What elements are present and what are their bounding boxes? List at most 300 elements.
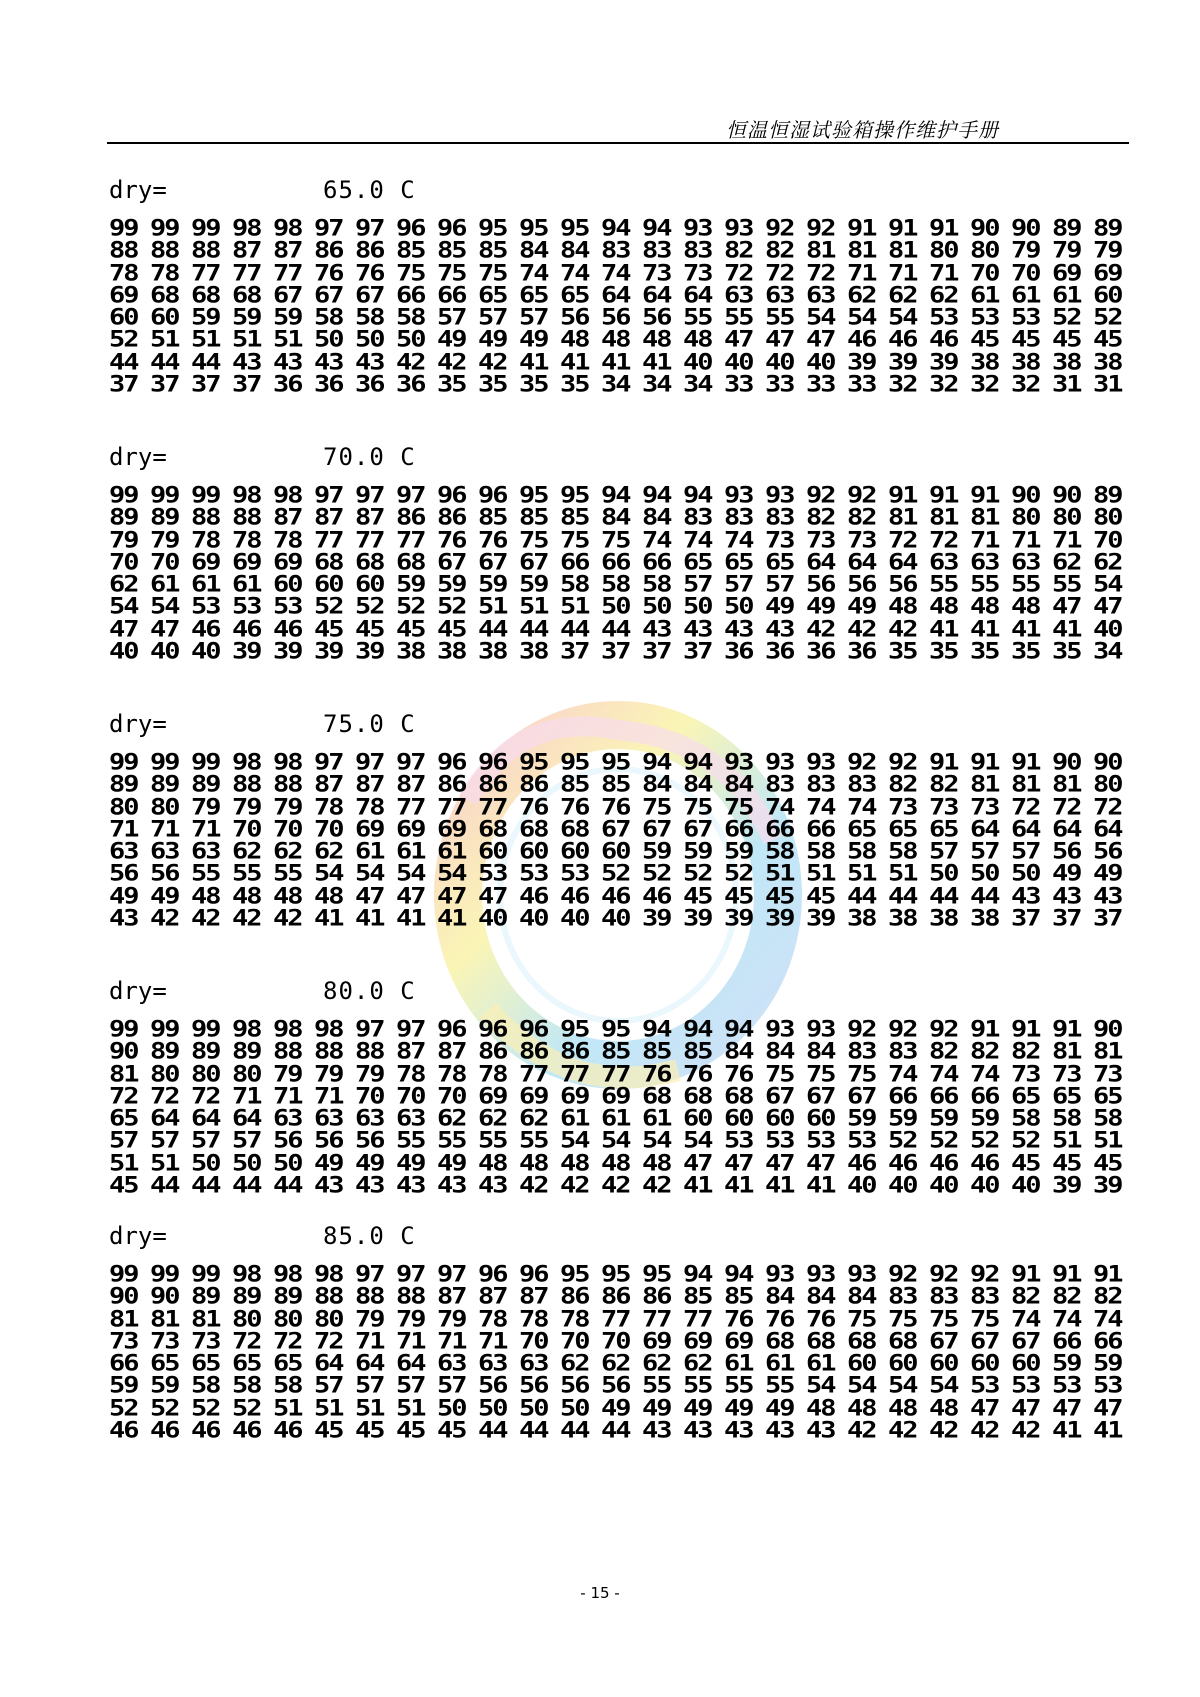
table-cell: 84 — [724, 772, 753, 798]
table-cell: 66 — [560, 549, 589, 576]
table-cell: 66 — [109, 1351, 138, 1377]
table-cell: 97 — [355, 1016, 384, 1043]
table-cell: 48 — [1011, 594, 1040, 620]
table-cell: 54 — [929, 1373, 958, 1399]
table-cell: 72 — [1093, 794, 1122, 820]
table-cell: 47 — [806, 1150, 835, 1177]
table-cell: 64 — [396, 1351, 425, 1377]
table-cell: 96 — [519, 1016, 548, 1043]
table-cell: 80 — [314, 1306, 343, 1332]
table-cell: 83 — [806, 772, 835, 798]
table-cell: 63 — [396, 1106, 425, 1132]
table-cell: 44 — [601, 1417, 630, 1444]
table-cell: 49 — [519, 327, 548, 353]
table-cell: 40 — [519, 905, 548, 932]
table-cell: 36 — [724, 638, 753, 665]
table-cell: 56 — [1093, 839, 1122, 865]
table-cell: 91 — [970, 482, 999, 509]
table-cell: 40 — [478, 905, 507, 932]
table-cell: 47 — [806, 327, 835, 353]
table-cell: 97 — [355, 215, 384, 242]
table-cell: 55 — [642, 1373, 671, 1399]
table-cell: 90 — [1093, 749, 1122, 776]
table-cell: 96 — [478, 749, 507, 776]
table-cell: 58 — [396, 305, 425, 331]
table-cell: 96 — [437, 215, 466, 242]
table-cell: 77 — [601, 1306, 630, 1332]
table-cell: 40 — [683, 349, 712, 376]
table-cell: 61 — [806, 1351, 835, 1377]
table-cell: 39 — [683, 905, 712, 932]
table-cell: 61 — [437, 839, 466, 865]
table-cell: 54 — [888, 305, 917, 331]
table-cell: 74 — [929, 1061, 958, 1087]
table-cell: 63 — [150, 839, 179, 865]
table-cell: 61 — [396, 839, 425, 865]
table-cell: 47 — [1093, 1395, 1122, 1422]
table-cell: 64 — [642, 282, 671, 309]
table-cell: 87 — [273, 505, 302, 531]
table-cell: 54 — [396, 861, 425, 887]
table-cell: 76 — [724, 1061, 753, 1087]
table-cell: 71 — [396, 1328, 425, 1355]
table-cell: 66 — [929, 1083, 958, 1110]
table-cell: 86 — [437, 772, 466, 798]
table-cell: 52 — [109, 1395, 138, 1422]
table-cell: 59 — [970, 1106, 999, 1132]
table-cell: 85 — [519, 505, 548, 531]
table-cell: 72 — [806, 260, 835, 286]
table-cell: 41 — [314, 905, 343, 932]
table-cell: 78 — [396, 1061, 425, 1087]
table-cell: 45 — [765, 883, 794, 910]
table-cell: 65 — [1052, 1083, 1081, 1110]
table-cell: 99 — [150, 482, 179, 509]
table-cell: 39 — [314, 638, 343, 665]
table-cell: 34 — [1093, 638, 1122, 665]
table-cell: 98 — [273, 215, 302, 242]
table-cell: 85 — [683, 1284, 712, 1310]
table-cell: 91 — [847, 215, 876, 242]
table-cell: 67 — [601, 816, 630, 843]
table-cell: 40 — [109, 638, 138, 665]
table-cell: 55 — [478, 1128, 507, 1154]
table-cell: 85 — [560, 772, 589, 798]
table-cell: 37 — [1011, 905, 1040, 932]
table-cell: 56 — [355, 1128, 384, 1154]
table-cell: 46 — [888, 327, 917, 353]
table-cell: 96 — [478, 1016, 507, 1043]
table-cell: 35 — [1011, 638, 1040, 665]
table-cell: 86 — [642, 1284, 671, 1310]
table-cell: 69 — [1093, 260, 1122, 286]
table-cell: 62 — [847, 282, 876, 309]
table-cell: 67 — [806, 1083, 835, 1110]
table-cell: 93 — [724, 215, 753, 242]
table-cell: 41 — [1052, 1417, 1081, 1444]
table-cell: 39 — [765, 905, 794, 932]
table-cell: 59 — [847, 1106, 876, 1132]
table-section — [109, 1222, 1134, 1444]
table-cell: 43 — [724, 1417, 753, 1444]
table-cell: 66 — [396, 282, 425, 309]
table-cell: 46 — [191, 1417, 220, 1444]
table-cell: 74 — [806, 794, 835, 820]
table-cell: 61 — [724, 1351, 753, 1377]
table-cell: 68 — [191, 282, 220, 309]
table-section — [109, 443, 1134, 665]
table-cell: 57 — [150, 1128, 179, 1154]
table-cell: 77 — [642, 1306, 671, 1332]
table-cell: 87 — [273, 238, 302, 264]
table-cell: 71 — [847, 260, 876, 286]
dry-value: 75.0 C — [323, 710, 416, 738]
table-cell: 55 — [232, 861, 261, 887]
table-cell: 66 — [970, 1083, 999, 1110]
table-cell: 92 — [847, 482, 876, 509]
table-cell: 93 — [683, 215, 712, 242]
table-cell: 63 — [273, 1106, 302, 1132]
table-cell: 91 — [970, 749, 999, 776]
table-cell: 58 — [847, 839, 876, 865]
table-cell: 73 — [765, 527, 794, 553]
table-cell: 96 — [437, 1016, 466, 1043]
table-cell: 81 — [191, 1306, 220, 1332]
table-cell: 58 — [1093, 1106, 1122, 1132]
table-cell: 53 — [273, 594, 302, 620]
table-cell: 67 — [478, 549, 507, 576]
table-cell: 76 — [765, 1306, 794, 1332]
table-cell: 96 — [478, 1261, 507, 1288]
table-cell: 50 — [519, 1395, 548, 1422]
table-cell: 91 — [970, 1016, 999, 1043]
table-cell: 55 — [273, 861, 302, 887]
table-cell: 99 — [191, 749, 220, 776]
table-cell: 61 — [642, 1106, 671, 1132]
table-cell: 68 — [150, 282, 179, 309]
table-cell: 40 — [847, 1172, 876, 1199]
table-cell: 67 — [765, 1083, 794, 1110]
table-cell: 65 — [109, 1106, 138, 1132]
table-cell: 65 — [478, 282, 507, 309]
table-cell: 62 — [437, 1106, 466, 1132]
table-cell: 99 — [191, 482, 220, 509]
table-cell: 37 — [560, 638, 589, 665]
table-cell: 46 — [150, 1417, 179, 1444]
table-cell: 54 — [150, 594, 179, 620]
table-cell: 56 — [560, 1373, 589, 1399]
table-cell: 86 — [519, 1039, 548, 1065]
table-cell: 39 — [273, 638, 302, 665]
table-cell: 62 — [314, 839, 343, 865]
table-cell: 80 — [970, 238, 999, 264]
table-cell: 51 — [478, 594, 507, 620]
table-cell: 64 — [1052, 816, 1081, 843]
table-cell: 64 — [601, 282, 630, 309]
table-cell: 82 — [888, 772, 917, 798]
table-cell: 55 — [970, 572, 999, 598]
table-cell: 71 — [1052, 527, 1081, 553]
table-cell: 52 — [601, 861, 630, 887]
table-cell: 87 — [314, 772, 343, 798]
table-cell: 47 — [765, 327, 794, 353]
table-cell: 38 — [970, 905, 999, 932]
table-cell: 56 — [642, 305, 671, 331]
table-cell: 98 — [232, 1261, 261, 1288]
table-cell: 36 — [396, 371, 425, 398]
table-cell: 70 — [1011, 260, 1040, 286]
table-cell: 84 — [601, 505, 630, 531]
table-cell: 85 — [437, 238, 466, 264]
table-cell: 41 — [1093, 1417, 1122, 1444]
table-cell: 97 — [314, 215, 343, 242]
table-cell: 53 — [232, 594, 261, 620]
table-cell: 92 — [970, 1261, 999, 1288]
table-cell: 49 — [109, 883, 138, 910]
table-cell: 51 — [355, 1395, 384, 1422]
table-cell: 41 — [437, 905, 466, 932]
table-cell: 39 — [724, 905, 753, 932]
table-cell: 44 — [150, 1172, 179, 1199]
table-cell: 68 — [396, 549, 425, 576]
table-cell: 85 — [478, 238, 507, 264]
table-cell: 59 — [519, 572, 548, 598]
table-cell: 97 — [355, 482, 384, 509]
table-cell: 89 — [1093, 482, 1122, 509]
table-cell: 77 — [437, 794, 466, 820]
table-cell: 53 — [970, 305, 999, 331]
table-cell: 96 — [437, 482, 466, 509]
table-cell: 60 — [806, 1106, 835, 1132]
table-cell: 53 — [847, 1128, 876, 1154]
table-cell: 67 — [929, 1328, 958, 1355]
table-cell: 93 — [724, 482, 753, 509]
table-cell: 70 — [437, 1083, 466, 1110]
table-cell: 57 — [1011, 839, 1040, 865]
table-cell: 94 — [642, 749, 671, 776]
table-cell: 49 — [806, 594, 835, 620]
table-cell: 81 — [1093, 1039, 1122, 1065]
table-cell: 78 — [314, 794, 343, 820]
table-cell: 46 — [273, 616, 302, 643]
table-cell: 56 — [519, 1373, 548, 1399]
table-cell: 63 — [519, 1351, 548, 1377]
table-cell: 44 — [560, 616, 589, 643]
table-cell: 42 — [396, 349, 425, 376]
table-cell: 70 — [109, 549, 138, 576]
table-cell: 54 — [1093, 572, 1122, 598]
table-cell: 80 — [1052, 505, 1081, 531]
dry-value: 85.0 C — [323, 1222, 416, 1250]
table-cell: 78 — [519, 1306, 548, 1332]
table-cell: 48 — [888, 1395, 917, 1422]
table-cell: 62 — [273, 839, 302, 865]
table-cell: 79 — [232, 794, 261, 820]
table-cell: 42 — [191, 905, 220, 932]
table-cell: 80 — [150, 1061, 179, 1087]
table-row — [109, 1172, 1134, 1199]
table-cell: 99 — [191, 1261, 220, 1288]
table-cell: 50 — [683, 594, 712, 620]
table-cell: 93 — [847, 1261, 876, 1288]
table-cell: 94 — [724, 1261, 753, 1288]
table-cell: 50 — [191, 1150, 220, 1177]
table-cell: 46 — [929, 1150, 958, 1177]
table-cell: 52 — [232, 1395, 261, 1422]
table-cell: 89 — [191, 1284, 220, 1310]
table-cell: 86 — [437, 505, 466, 531]
table-cell: 69 — [273, 549, 302, 576]
table-cell: 92 — [929, 1016, 958, 1043]
table-cell: 58 — [355, 305, 384, 331]
table-cell: 44 — [150, 349, 179, 376]
table-cell: 78 — [437, 1061, 466, 1087]
table-cell: 35 — [888, 638, 917, 665]
table-cell: 68 — [642, 1083, 671, 1110]
table-cell: 70 — [355, 1083, 384, 1110]
table-cell: 62 — [683, 1351, 712, 1377]
table-cell: 81 — [1052, 1039, 1081, 1065]
table-cell: 91 — [1052, 1261, 1081, 1288]
table-cell: 71 — [232, 1083, 261, 1110]
table-cell: 33 — [806, 371, 835, 398]
table-cell: 57 — [724, 572, 753, 598]
table-cell: 57 — [765, 572, 794, 598]
table-cell: 68 — [355, 549, 384, 576]
table-cell: 48 — [970, 594, 999, 620]
table-cell: 63 — [765, 282, 794, 309]
table-cell: 40 — [724, 349, 753, 376]
table-cell: 58 — [1011, 1106, 1040, 1132]
table-cell: 66 — [765, 816, 794, 843]
table-cell: 89 — [1093, 215, 1122, 242]
table-cell: 72 — [724, 260, 753, 286]
table-cell: 58 — [806, 839, 835, 865]
table-cell: 72 — [765, 260, 794, 286]
table-cell: 70 — [396, 1083, 425, 1110]
table-cell: 33 — [847, 371, 876, 398]
table-cell: 34 — [683, 371, 712, 398]
table-cell: 89 — [150, 772, 179, 798]
table-cell: 54 — [847, 1373, 876, 1399]
table-cell: 71 — [1011, 527, 1040, 553]
table-cell: 47 — [150, 616, 179, 643]
table-cell: 80 — [191, 1061, 220, 1087]
table-cell: 75 — [396, 260, 425, 286]
table-cell: 52 — [888, 1128, 917, 1154]
table-cell: 69 — [232, 549, 261, 576]
table-cell: 43 — [109, 905, 138, 932]
table-cell: 62 — [1052, 549, 1081, 576]
table-cell: 52 — [929, 1128, 958, 1154]
table-cell: 87 — [355, 772, 384, 798]
table-cell: 69 — [355, 816, 384, 843]
table-cell: 71 — [191, 816, 220, 843]
table-cell: 92 — [847, 749, 876, 776]
table-cell: 56 — [273, 1128, 302, 1154]
table-cell: 71 — [970, 527, 999, 553]
table-cell: 92 — [888, 1016, 917, 1043]
table-cell: 70 — [601, 1328, 630, 1355]
table-cell: 98 — [232, 482, 261, 509]
table-cell: 80 — [232, 1061, 261, 1087]
table-cell: 97 — [396, 1261, 425, 1288]
table-cell: 68 — [232, 282, 261, 309]
table-cell: 38 — [1052, 349, 1081, 376]
table-cell: 93 — [765, 482, 794, 509]
table-cell: 86 — [314, 238, 343, 264]
table-cell: 58 — [273, 1373, 302, 1399]
table-cell: 76 — [806, 1306, 835, 1332]
dry-temperature-heading — [109, 443, 1134, 473]
table-cell: 56 — [847, 572, 876, 598]
table-cell: 45 — [1011, 1150, 1040, 1177]
table-cell: 91 — [929, 482, 958, 509]
table-cell: 84 — [560, 238, 589, 264]
table-cell: 62 — [109, 572, 138, 598]
dry-temperature-heading — [109, 1222, 1134, 1252]
table-cell: 46 — [519, 883, 548, 910]
table-cell: 51 — [150, 1150, 179, 1177]
table-cell: 59 — [724, 839, 753, 865]
table-cell: 42 — [1011, 1417, 1040, 1444]
table-cell: 52 — [191, 1395, 220, 1422]
table-cell: 60 — [929, 1351, 958, 1377]
table-cell: 44 — [560, 1417, 589, 1444]
table-cell: 60 — [683, 1106, 712, 1132]
table-cell: 77 — [396, 527, 425, 553]
table-cell: 82 — [765, 238, 794, 264]
table-cell: 57 — [970, 839, 999, 865]
table-cell: 95 — [560, 1261, 589, 1288]
table-cell: 96 — [396, 215, 425, 242]
table-cell: 81 — [970, 505, 999, 531]
table-cell: 56 — [314, 1128, 343, 1154]
table-cell: 66 — [642, 549, 671, 576]
table-cell: 76 — [437, 527, 466, 553]
table-cell: 38 — [1011, 349, 1040, 376]
table-cell: 58 — [642, 572, 671, 598]
table-cell: 44 — [519, 616, 548, 643]
table-cell: 62 — [232, 839, 261, 865]
table-cell: 55 — [929, 572, 958, 598]
table-cell: 95 — [519, 482, 548, 509]
table-cell: 46 — [601, 883, 630, 910]
table-cell: 43 — [765, 1417, 794, 1444]
table-cell: 74 — [560, 260, 589, 286]
table-cell: 59 — [273, 305, 302, 331]
table-cell: 32 — [888, 371, 917, 398]
table-cell: 36 — [765, 638, 794, 665]
table-cell: 48 — [232, 883, 261, 910]
table-cell: 44 — [970, 883, 999, 910]
table-cell: 45 — [314, 616, 343, 643]
table-cell: 71 — [150, 816, 179, 843]
table-cell: 79 — [273, 1061, 302, 1087]
table-cell: 57 — [437, 1373, 466, 1399]
table-cell: 46 — [191, 616, 220, 643]
table-cell: 75 — [888, 1306, 917, 1332]
table-cell: 48 — [806, 1395, 835, 1422]
table-cell: 37 — [232, 371, 261, 398]
table-cell: 41 — [765, 1172, 794, 1199]
table-cell: 81 — [109, 1306, 138, 1332]
table-cell: 97 — [396, 749, 425, 776]
table-cell: 95 — [560, 1016, 589, 1043]
table-cell: 71 — [929, 260, 958, 286]
table-cell: 41 — [519, 349, 548, 376]
table-cell: 56 — [601, 305, 630, 331]
